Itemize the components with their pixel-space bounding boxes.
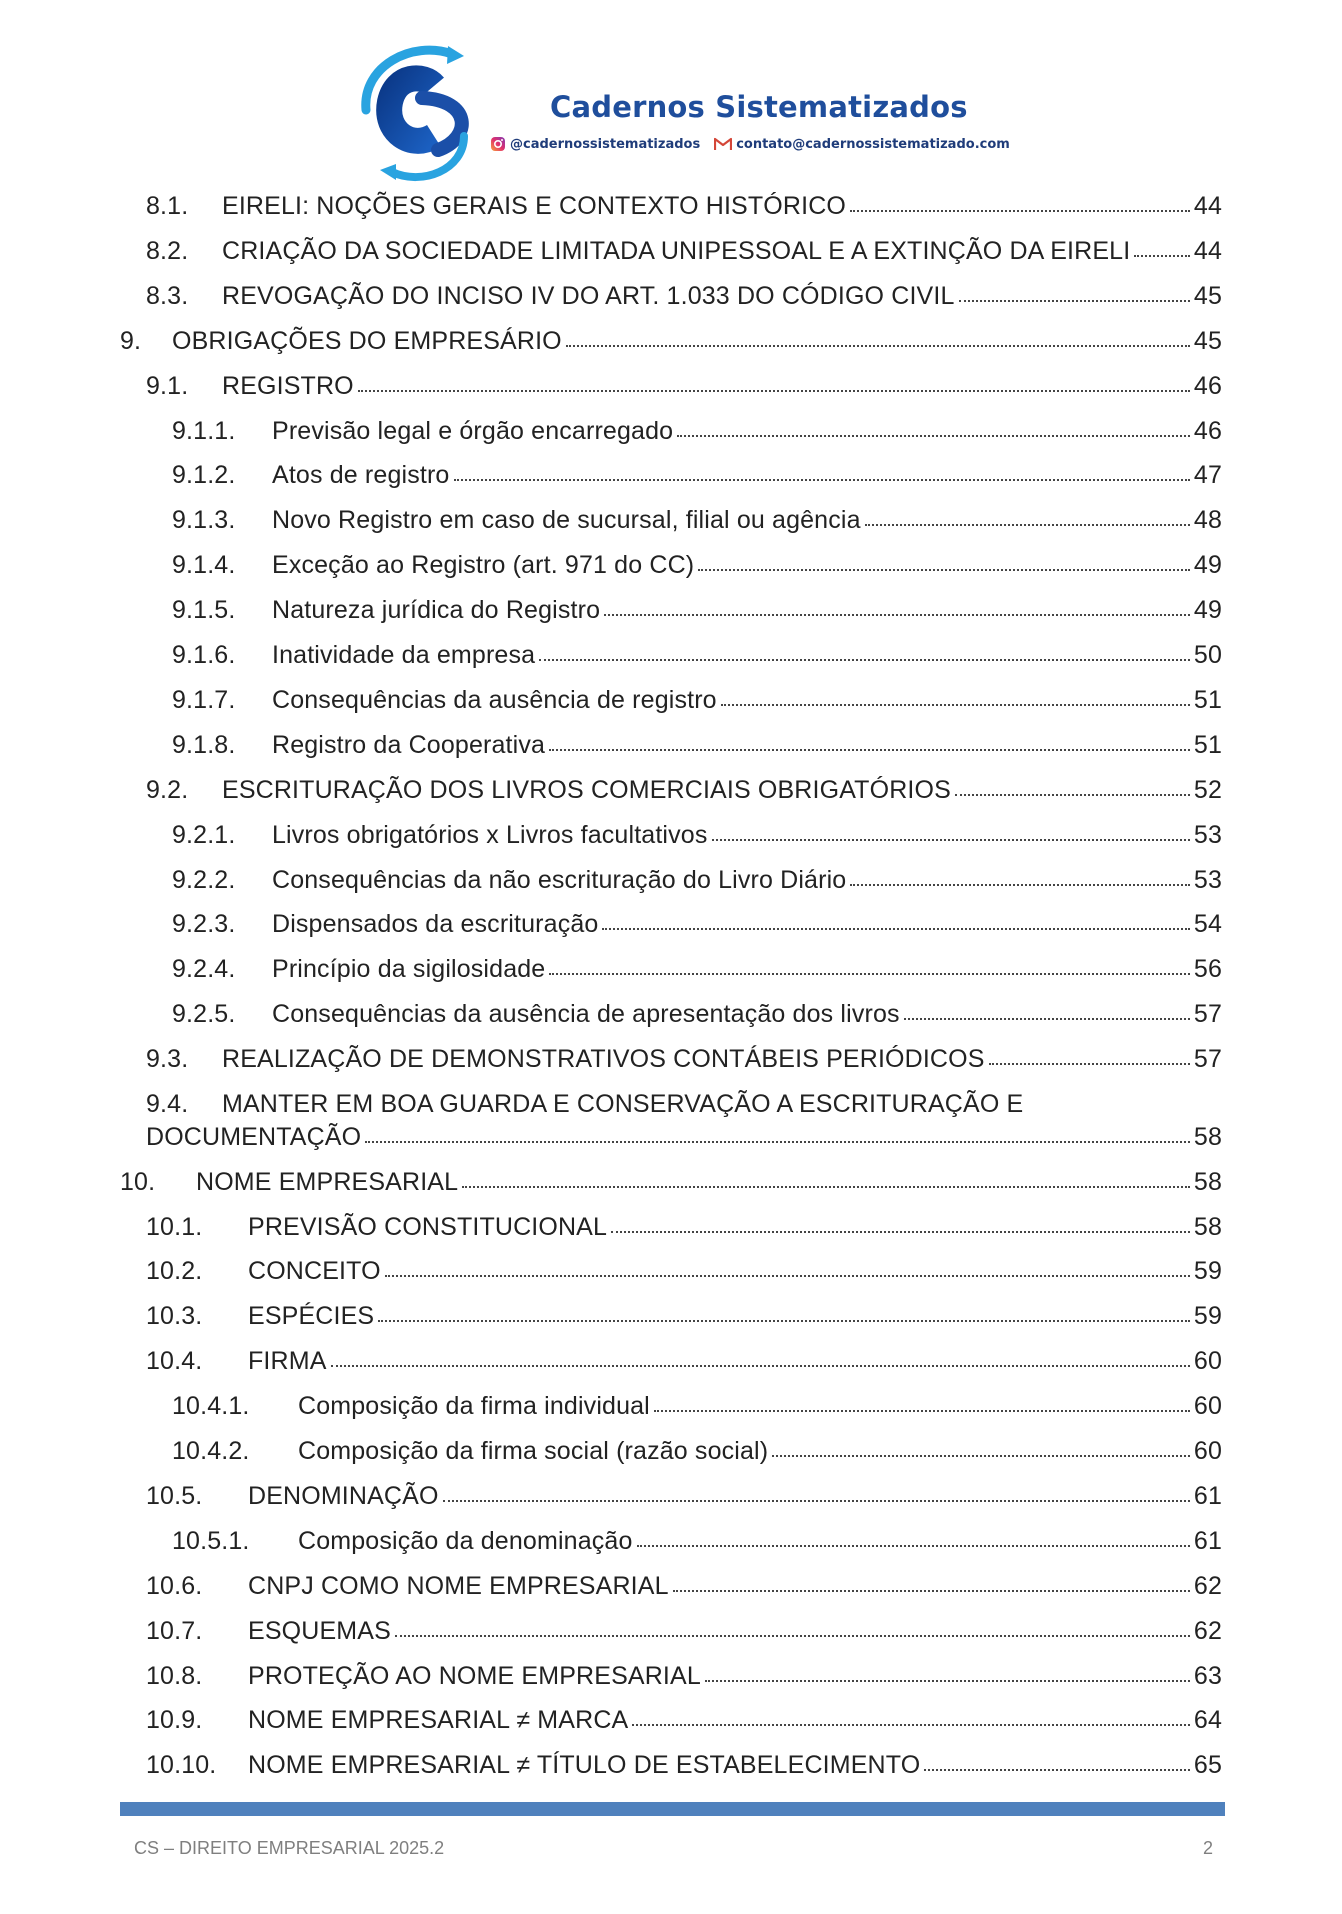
toc-entry[interactable] [172, 1392, 1222, 1421]
toc-title: Princípio da sigilosidade [272, 955, 546, 984]
dot-leader [539, 659, 1190, 661]
toc-page-number: 63 [1193, 1661, 1222, 1690]
toc-title: OBRIGAÇÕES DO EMPRESÁRIO [172, 326, 562, 355]
toc-entry[interactable] [172, 1437, 1222, 1466]
toc-number: 10.3. [146, 1302, 203, 1331]
toc-number: 9.2.2. [172, 865, 236, 894]
toc-number: 9.1.1. [172, 416, 236, 445]
toc-title: ESQUEMAS [248, 1616, 391, 1645]
toc-page-number: 53 [1193, 865, 1222, 894]
toc-entry[interactable] [120, 1168, 1222, 1197]
dot-leader [637, 1545, 1190, 1547]
toc-entry[interactable] [146, 237, 1222, 266]
toc-title: Natureza jurídica do Registro [272, 596, 601, 625]
dot-leader [721, 704, 1190, 706]
dot-leader [698, 569, 1190, 571]
toc-page-number: 46 [1193, 371, 1222, 400]
toc-page-number: 64 [1193, 1706, 1222, 1735]
toc-title: Livros obrigatórios x Livros facultativos [272, 820, 708, 849]
instagram-icon [490, 136, 506, 152]
toc-number: 9.2.1. [172, 820, 236, 849]
toc-title: FIRMA [248, 1347, 327, 1376]
brand-name: Cadernos Sistematizados [550, 90, 968, 124]
toc-number: 9.1.3. [172, 506, 236, 535]
dot-leader [850, 884, 1190, 886]
toc-page-number: 53 [1193, 820, 1222, 849]
toc-number: 10.5.1. [172, 1526, 250, 1555]
toc-entry[interactable] [172, 417, 1222, 446]
toc-page-number: 46 [1193, 416, 1222, 445]
footer-title: CS – DIREITO EMPRESARIAL 2025.2 [134, 1838, 445, 1858]
dot-leader [462, 1186, 1190, 1188]
dot-leader [677, 435, 1190, 437]
toc-title-continuation: DOCUMENTAÇÃO [146, 1122, 362, 1151]
dot-leader [904, 1018, 1190, 1020]
page-number: 2 [1203, 1838, 1214, 1858]
dot-leader [712, 839, 1190, 841]
toc-title: Atos de registro [272, 461, 450, 490]
toc-title: PROTEÇÃO AO NOME EMPRESARIAL [248, 1661, 701, 1690]
toc-page-number: 62 [1193, 1616, 1222, 1645]
toc-page-number: 57 [1193, 1045, 1222, 1074]
toc-number: 9.2.3. [172, 910, 236, 939]
toc-entry[interactable] [146, 282, 1222, 311]
dot-leader [454, 479, 1190, 481]
toc-page-number: 49 [1193, 551, 1222, 580]
dot-leader [365, 1141, 1190, 1143]
toc-entry[interactable] [172, 1000, 1222, 1029]
toc-number: 9.1. [146, 371, 189, 400]
toc-page-number: 60 [1193, 1347, 1222, 1376]
toc-number: 8.3. [146, 281, 189, 310]
dot-leader [549, 973, 1190, 975]
footer-divider [120, 1802, 1225, 1816]
toc-page-number: 57 [1193, 1000, 1222, 1029]
toc-title: NOME EMPRESARIAL ≠ TÍTULO DE ESTABELECIMENTO [248, 1751, 921, 1780]
dot-leader [865, 524, 1190, 526]
toc-entry[interactable] [146, 776, 1222, 805]
toc-title: CNPJ COMO NOME EMPRESARIAL [248, 1571, 669, 1600]
toc-number: 10.4.2. [172, 1437, 250, 1466]
page-header [0, 0, 1342, 190]
toc-number: 8.1. [146, 192, 189, 220]
toc-page-number: 58 [1193, 1122, 1222, 1151]
dot-leader [549, 749, 1190, 751]
toc-title: REVOGAÇÃO DO INCISO IV DO ART. 1.033 DO CÓDIGO CIVIL [222, 281, 955, 310]
dot-leader [654, 1410, 1190, 1412]
toc-title: Dispensados da escrituração [272, 910, 599, 939]
toc-page-number: 58 [1193, 1212, 1222, 1241]
dot-leader [358, 390, 1190, 392]
toc-entry[interactable] [172, 641, 1222, 670]
toc-number: 9.1.5. [172, 596, 236, 625]
toc-title: Previsão legal e órgão encarregado [272, 416, 674, 445]
dot-leader [924, 1769, 1190, 1771]
toc-page-number: 59 [1193, 1257, 1222, 1286]
toc-entry[interactable] [172, 821, 1222, 850]
toc-entry[interactable] [172, 506, 1222, 535]
toc-page-number: 61 [1193, 1481, 1222, 1510]
toc-number: 10.7. [146, 1616, 203, 1645]
toc-title: Consequências da ausência de apresentação dos livros [272, 1000, 900, 1029]
dot-leader [705, 1680, 1190, 1682]
toc-title: MANTER EM BOA GUARDA E CONSERVAÇÃO A ESCRITURAÇÃO E [222, 1090, 1024, 1118]
toc-page-number: 60 [1193, 1392, 1222, 1421]
toc-entry[interactable] [146, 372, 1222, 401]
toc-entry[interactable] [146, 192, 1222, 221]
toc-entry[interactable] [172, 731, 1222, 760]
toc-number: 10.8. [146, 1661, 203, 1690]
toc-title: Consequências da ausência de registro [272, 685, 717, 714]
toc-entry[interactable] [146, 1751, 1222, 1780]
toc-page-number: 61 [1193, 1526, 1222, 1555]
toc-number: 8.2. [146, 236, 189, 265]
dot-leader [1134, 255, 1190, 257]
dot-leader [989, 1063, 1190, 1065]
toc-title: Registro da Cooperativa [272, 730, 546, 759]
toc-entry[interactable] [120, 327, 1222, 356]
toc-page-number: 47 [1193, 461, 1222, 490]
toc-entry-line[interactable] [146, 1090, 1023, 1119]
toc-number: 9.1.2. [172, 461, 236, 490]
dot-leader [611, 1231, 1190, 1233]
dot-leader [385, 1275, 1190, 1277]
toc-entry[interactable] [146, 1123, 1222, 1152]
toc-page-number: 65 [1193, 1751, 1222, 1780]
contacts-line [490, 136, 1010, 152]
toc-number: 9.2.4. [172, 955, 236, 984]
toc-page-number: 45 [1193, 281, 1222, 310]
toc-entry[interactable] [146, 1045, 1222, 1074]
toc-number: 9.2. [146, 775, 189, 804]
cs-logo-icon [352, 40, 482, 186]
toc-page-number: 51 [1193, 685, 1222, 714]
toc-page-number: 52 [1193, 775, 1222, 804]
toc-title: NOME EMPRESARIAL ≠ MARCA [248, 1706, 629, 1735]
toc-number: 9.1.4. [172, 551, 236, 580]
toc-number: 9. [120, 326, 142, 355]
toc-title: CONCEITO [248, 1257, 381, 1286]
mail-icon [714, 137, 732, 151]
toc-title: Novo Registro em caso de sucursal, filial ou agência [272, 506, 861, 535]
dot-leader [955, 794, 1190, 796]
toc-number: 9.4. [146, 1090, 189, 1118]
toc-number: 10.4. [146, 1347, 203, 1376]
toc-entry[interactable] [146, 1482, 1222, 1511]
toc-page-number: 49 [1193, 596, 1222, 625]
toc-entry[interactable] [172, 1527, 1222, 1556]
toc-title: Composição da firma individual [298, 1392, 650, 1421]
toc-entry[interactable] [172, 596, 1222, 625]
toc-page-number: 50 [1193, 641, 1222, 669]
toc-number: 9.1.8. [172, 730, 236, 759]
toc-title: EIRELI: NOÇÕES GERAIS E CONTEXTO HISTÓRICO [222, 192, 846, 220]
toc-title: PREVISÃO CONSTITUCIONAL [248, 1212, 608, 1241]
toc-entry[interactable] [172, 551, 1222, 580]
toc-page-number: 44 [1193, 192, 1222, 220]
toc-number: 10. [120, 1167, 156, 1196]
toc-number: 10.5. [146, 1481, 203, 1510]
toc-number: 9.3. [146, 1045, 189, 1074]
toc-title: Composição da firma social (razão social) [298, 1437, 769, 1466]
dot-leader [566, 345, 1190, 347]
dot-leader [602, 928, 1189, 930]
toc-entry[interactable] [172, 686, 1222, 715]
dot-leader [378, 1320, 1190, 1322]
toc-entry[interactable] [172, 910, 1222, 939]
toc-entry[interactable] [172, 866, 1222, 895]
dot-leader [850, 210, 1190, 212]
toc-title: REALIZAÇÃO DE DEMONSTRATIVOS CONTÁBEIS PERIÓDICOS [222, 1045, 985, 1074]
toc-title: Exceção ao Registro (art. 971 do CC) [272, 551, 695, 580]
toc-title: Composição da denominação [298, 1526, 633, 1555]
toc-title: NOME EMPRESARIAL [196, 1167, 459, 1196]
toc-number: 10.1. [146, 1212, 203, 1241]
dot-leader [604, 614, 1190, 616]
toc-page-number: 56 [1193, 955, 1222, 984]
toc-title: Consequências da não escrituração do Livro Diário [272, 865, 847, 894]
toc-entry[interactable] [146, 1257, 1222, 1286]
instagram-handle[interactable]: @cadernossistematizados [510, 136, 701, 152]
dot-leader [673, 1590, 1190, 1592]
dot-leader [772, 1455, 1190, 1457]
toc-entry[interactable] [146, 1572, 1222, 1601]
dot-leader [959, 300, 1190, 302]
toc-number: 10.6. [146, 1571, 203, 1600]
toc-number: 9.1.7. [172, 685, 236, 714]
toc-page-number: 54 [1193, 910, 1222, 939]
toc-number: 10.10. [146, 1751, 217, 1780]
toc-title: ESCRITURAÇÃO DOS LIVROS COMERCIAIS OBRIGATÓRIOS [222, 775, 951, 804]
toc-number: 9.2.5. [172, 1000, 236, 1029]
toc-entry[interactable] [172, 955, 1222, 984]
toc-number: 10.4.1. [172, 1392, 250, 1421]
dot-leader [331, 1365, 1190, 1367]
dot-leader [632, 1724, 1190, 1726]
toc-number: 10.2. [146, 1257, 203, 1286]
toc-entry[interactable] [146, 1302, 1222, 1331]
toc-title: Inatividade da empresa [272, 641, 536, 669]
toc-page-number: 48 [1193, 506, 1222, 535]
toc-page-number: 59 [1193, 1302, 1222, 1331]
toc-entry[interactable] [146, 1617, 1222, 1646]
toc-page-number: 60 [1193, 1437, 1222, 1466]
toc-title: ESPÉCIES [248, 1302, 375, 1331]
toc-title: DENOMINAÇÃO [248, 1481, 439, 1510]
toc-number: 9.1.6. [172, 641, 236, 669]
toc-entry[interactable] [146, 1213, 1222, 1242]
toc-page-number: 44 [1193, 236, 1222, 265]
toc-page-number: 51 [1193, 730, 1222, 759]
dot-leader [395, 1635, 1190, 1637]
toc-number: 10.9. [146, 1706, 203, 1735]
dot-leader [443, 1500, 1190, 1502]
toc-page-number: 62 [1193, 1571, 1222, 1600]
toc-title: REGISTRO [222, 371, 354, 400]
toc-page-number: 58 [1193, 1167, 1222, 1196]
toc-entry[interactable] [146, 1706, 1222, 1735]
toc-page-number: 45 [1193, 326, 1222, 355]
toc-entry[interactable] [172, 461, 1222, 490]
toc-entry[interactable] [146, 1662, 1222, 1691]
toc-entry[interactable] [146, 1347, 1222, 1376]
email-address[interactable]: contato@cadernossistematizado.com [736, 136, 1010, 152]
toc-title: CRIAÇÃO DA SOCIEDADE LIMITADA UNIPESSOAL E A EXTINÇÃO DA EIRELI [222, 236, 1131, 265]
